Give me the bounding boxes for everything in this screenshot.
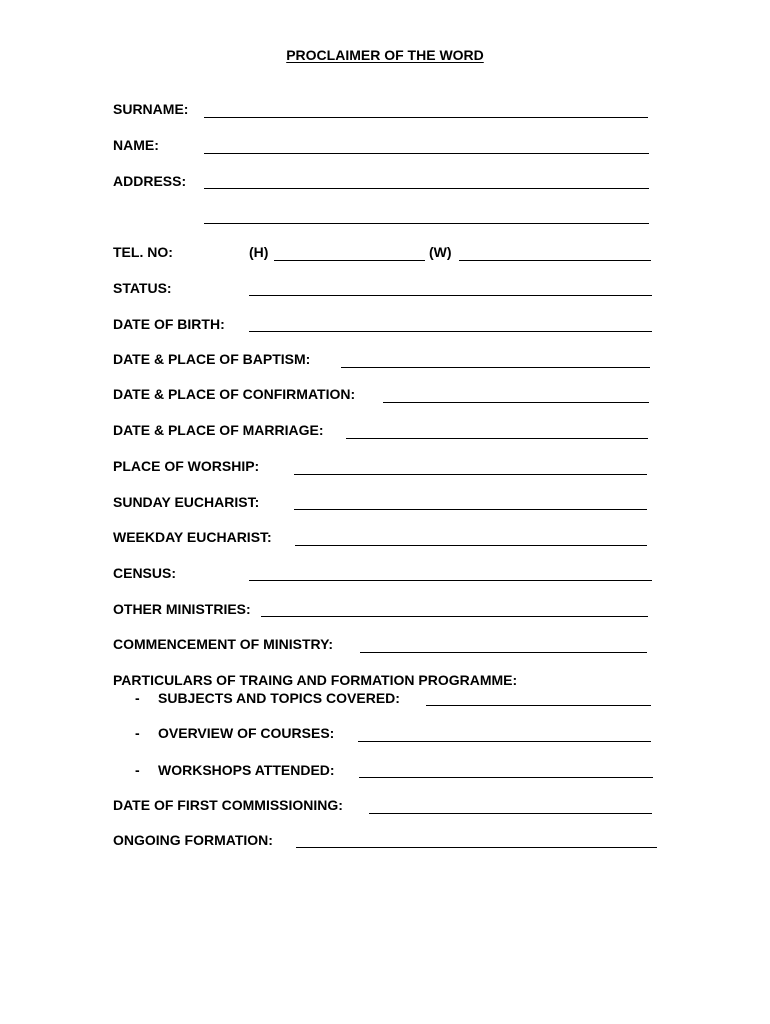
commencement-field[interactable] <box>360 652 647 653</box>
overview-dash: - <box>135 725 140 741</box>
name-label: NAME: <box>113 137 159 153</box>
tel-label: TEL. NO: <box>113 244 173 260</box>
first-commissioning-label: DATE OF FIRST COMMISSIONING: <box>113 797 343 813</box>
address-field-line-1[interactable] <box>204 188 649 189</box>
ongoing-formation-field[interactable] <box>296 847 657 848</box>
overview-label: OVERVIEW OF COURSES: <box>158 725 335 741</box>
workshops-dash: - <box>135 762 140 778</box>
baptism-field[interactable] <box>341 367 650 368</box>
surname-field[interactable] <box>204 117 648 118</box>
particulars-heading: PARTICULARS OF TRAING AND FORMATION PROGRAMME: <box>113 672 518 688</box>
sunday-eucharist-label: SUNDAY EUCHARIST: <box>113 494 260 510</box>
first-commissioning-field[interactable] <box>369 813 652 814</box>
other-ministries-field[interactable] <box>261 616 648 617</box>
subjects-field[interactable] <box>426 705 651 706</box>
confirmation-label: DATE & PLACE OF CONFIRMATION: <box>113 386 356 402</box>
workshops-field[interactable] <box>359 777 653 778</box>
address-label: ADDRESS: <box>113 173 187 189</box>
weekday-eucharist-field[interactable] <box>295 545 647 546</box>
name-field[interactable] <box>204 153 649 154</box>
workshops-label: WORKSHOPS ATTENDED: <box>158 762 335 778</box>
other-ministries-label: OTHER MINISTRIES: <box>113 601 251 617</box>
census-label: CENSUS: <box>113 565 177 581</box>
census-field[interactable] <box>249 580 652 581</box>
tel-home-label: (H) <box>249 244 269 260</box>
form-title: PROCLAIMER OF THE WORD <box>286 47 484 63</box>
commencement-label: COMMENCEMENT OF MINISTRY: <box>113 636 334 652</box>
weekday-eucharist-label: WEEKDAY EUCHARIST: <box>113 529 272 545</box>
sunday-eucharist-field[interactable] <box>294 509 647 510</box>
status-field[interactable] <box>249 295 652 296</box>
surname-label: SURNAME: <box>113 101 189 117</box>
status-label: STATUS: <box>113 280 172 296</box>
subjects-label: SUBJECTS AND TOPICS COVERED: <box>158 690 400 706</box>
tel-work-label: (W) <box>429 244 452 260</box>
tel-home-field[interactable] <box>274 260 425 261</box>
dob-field[interactable] <box>249 331 652 332</box>
ongoing-formation-label: ONGOING FORMATION: <box>113 832 273 848</box>
marriage-label: DATE & PLACE OF MARRIAGE: <box>113 422 324 438</box>
tel-work-field[interactable] <box>459 260 651 261</box>
overview-field[interactable] <box>358 741 651 742</box>
address-field-line-2[interactable] <box>204 223 649 224</box>
dob-label: DATE OF BIRTH: <box>113 316 225 332</box>
confirmation-field[interactable] <box>383 402 649 403</box>
marriage-field[interactable] <box>346 438 648 439</box>
subjects-dash: - <box>135 690 140 706</box>
baptism-label: DATE & PLACE OF BAPTISM: <box>113 351 311 367</box>
worship-field[interactable] <box>294 474 647 475</box>
worship-label: PLACE OF WORSHIP: <box>113 458 260 474</box>
